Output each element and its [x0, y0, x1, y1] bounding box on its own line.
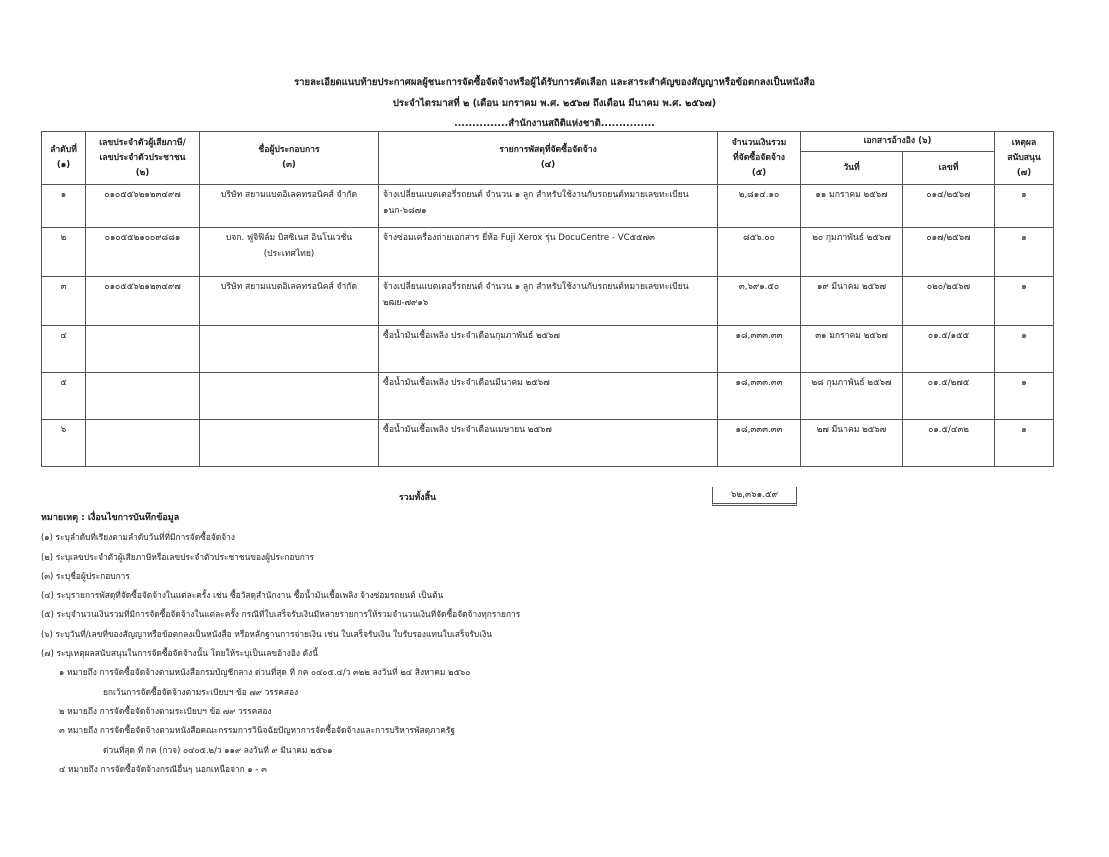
cell-ref-no: ๐๑.๕/๒๗๕ [903, 373, 995, 420]
reason-code-3-cont: ด่วนที่สุด ที่ กค (กวจ) ๐๔๐๕.๒/ว ๑๑๙ ลงวันที่ ๙ มีนาคม ๒๕๖๑ [103, 744, 333, 755]
document-subtitle: ประจำไตรมาสที่ ๒ (เดือน มกราคม พ.ศ. ๒๕๖๗ ถึงเดือน มีนาคม พ.ศ. ๒๕๖๗) [392, 98, 717, 109]
cell-item: ซื้อน้ำมันเชื้อเพลิง ประจำเดือนมีนาคม ๒๕๖๗ [379, 373, 718, 420]
table-row [42, 373, 1054, 420]
cell-reason: ๑ [995, 326, 1054, 373]
cell-ref-date: ๒๐ กุมภาพันธ์ ๒๕๖๗ [801, 228, 903, 277]
note-item: (๔) ระบุรายการพัสดุที่จัดซื้อจัดจ้างในแต่ละครั้ง เช่น ซื้อวัสดุสำนักงาน ซื้อน้ำมันเชื้อเพลิง จ้างซ่อมรถยนต์ เป็นต้น [41, 590, 444, 601]
header-reason: เหตุผลสนับสนุน (๗) [995, 132, 1054, 185]
agency-name: ...............สำนักงานสถิติแห่งชาติ............... [454, 118, 655, 129]
cell-no: ๖ [42, 420, 86, 467]
cell-vendor [200, 373, 379, 420]
reason-code-1-cont: ยกเว้นการจัดซื้อจัดจ้างตามระเบียบฯ ข้อ ๗๙ วรรคสอง [103, 686, 299, 697]
cell-reason: ๑ [995, 228, 1054, 277]
cell-ref-date: ๑๙ มีนาคม ๒๕๖๗ [801, 277, 903, 326]
cell-amount: ๒,๘๑๔.๑๐ [718, 185, 801, 228]
total-label: รวมทั้งสิ้น [399, 493, 436, 503]
header-ref-no: เลขที่ [903, 152, 995, 185]
cell-vendor: บริษัท สยามแบตอิเลคทรอนิคส์ จำกัด [200, 277, 379, 326]
cell-taxid: ๐๑๐๕๕๖๒๑๒๓๔๙๗ [86, 185, 200, 228]
table-row [42, 185, 1054, 228]
cell-item: ซื้อน้ำมันเชื้อเพลิง ประจำเดือนเมษายน ๒๕๖๗ [379, 420, 718, 467]
header-no: ลำดับที่ (๑) [42, 132, 86, 185]
cell-amount: ๑๘,๓๓๓.๓๓ [718, 373, 801, 420]
cell-taxid [86, 373, 200, 420]
notes-heading: หมายเหตุ : เงื่อนไขการบันทึกข้อมูล [41, 513, 180, 523]
cell-reason: ๑ [995, 277, 1054, 326]
header-amount: จำนวนเงินรวม ที่จัดซื้อจัดจ้าง (๕) [718, 132, 801, 185]
cell-ref-no: ๐๑.๕/๑๕๕ [903, 326, 995, 373]
cell-item: ซื้อน้ำมันเชื้อเพลิง ประจำเดือนกุมภาพันธ์ ๒๕๖๗ [379, 326, 718, 373]
note-item: (๗) ระบุเหตุผลสนับสนุนในการจัดซื้อจัดจ้างนั้น โดยให้ระบุเป็นเลขอ้างอิง ดังนี้ [41, 648, 318, 659]
cell-amount: ๑๘,๓๓๓.๓๓ [718, 326, 801, 373]
cell-amount: ๓,๖๙๑.๕๐ [718, 277, 801, 326]
note-item: (๕) ระบุจำนวนเงินรวมที่มีการจัดซื้อจัดจ้างในแต่ละครั้ง กรณีที่ใบเสร็จรับเงินมีหลายรายการให้รวมจำนวนเงินที่จัดซื้อจัดจ้างทุกรายการ [41, 609, 521, 620]
header-vendor: ชื่อผู้ประกอบการ (๓) [200, 132, 379, 185]
note-item: (๓) ระบุชื่อผู้ประกอบการ [41, 570, 130, 581]
notes-section [41, 509, 520, 779]
cell-taxid [86, 420, 200, 467]
cell-no: ๕ [42, 373, 86, 420]
cell-taxid: ๐๑๐๕๕๖๒๑๒๓๔๙๗ [86, 277, 200, 326]
reason-code-3: ๓ หมายถึง การจัดซื้อจัดจ้างตามหนังสือคณะกรรมการวินิจฉัยปัญหาการจัดซื้อจัดจ้างและการบริหารพัสดุภาครัฐ [59, 725, 455, 736]
header-item: รายการพัสดุที่จัดซื้อจัดจ้าง (๔) [379, 132, 718, 185]
cell-ref-no: ๐๑๗/๒๕๖๗ [903, 228, 995, 277]
cell-ref-no: ๐๑.๕/๔๓๒ [903, 420, 995, 467]
cell-ref-date: ๒๘ กุมภาพันธ์ ๒๕๖๗ [801, 373, 903, 420]
note-item: (๖) ระบุวันที่/เลขที่ของสัญญาหรือข้อตกลงเป็นหนังสือ หรือหลักฐานการจ่ายเงิน เช่น ใบเสร็จรับเงิน ใบรับรองแทนใบเสร็จรับเงิน [41, 628, 492, 639]
cell-taxid: ๐๑๐๕๕๒๑๐๐๙๘๘๑ [86, 228, 200, 277]
cell-vendor [200, 326, 379, 373]
cell-ref-no: ๐๒๐/๒๕๖๗ [903, 277, 995, 326]
document-title: รายละเอียดแนบท้ายประกาศผลผู้ชนะการจัดซื้อจัดจ้างหรือผู้ได้รับการคัดเลือก และสาระสำคัญของสัญญาหรือข้อตกลงเป็นหนังสือ [294, 77, 815, 88]
cell-taxid [86, 326, 200, 373]
cell-item: จ้างเปลี่ยนแบตเตอรี่รถยนต์ จำนวน ๑ ลูก สำหรับใช้งานกับรถยนต์หมายเลขทะเบียน ๒ฒย-๗๙๑๖ [379, 277, 718, 326]
reason-code-1: ๑ หมายถึง การจัดซื้อจัดจ้างตามหนังสือกรมบัญชีกลาง ด่วนที่สุด ที่ กค ๐๔๐๕.๔/ว ๓๒๒ ลงวันที่ ๒๔ สิงหาคม ๒๕๖๐ [59, 667, 471, 678]
note-item: (๒) ระบุเลขประจำตัวผู้เสียภาษีหรือเลขประจำตัวประชาชนของผู้ประกอบการ [41, 551, 315, 562]
cell-amount: ๘๕๖.๐๐ [718, 228, 801, 277]
cell-vendor [200, 420, 379, 467]
table-row [42, 228, 1054, 277]
cell-vendor: บริษัท สยามแบตอิเลคทรอนิคส์ จำกัด [200, 185, 379, 228]
cell-no: ๑ [42, 185, 86, 228]
cell-ref-date: ๒๗ มีนาคม ๒๕๖๗ [801, 420, 903, 467]
reason-code-4: ๔ หมายถึง การจัดซื้อจัดจ้างกรณีอื่นๆ นอกเหนือจาก ๑ - ๓ [59, 763, 267, 774]
header-ref-date: วันที่ [801, 152, 903, 185]
total-value: ๖๒,๓๖๑.๕๙ [712, 487, 797, 506]
table-row [42, 420, 1054, 467]
cell-no: ๒ [42, 228, 86, 277]
cell-vendor: บจก. ฟูจิฟิล์ม บิสซิเนส อินโนเวชั่น (ประเทศไทย) [200, 228, 379, 277]
cell-ref-date: ๑๑ มกราคม ๒๕๖๗ [801, 185, 903, 228]
cell-reason: ๑ [995, 185, 1054, 228]
note-item: (๑) ระบุลำดับที่เรียงตามลำดับวันที่ที่มีการจัดซื้อจัดจ้าง [41, 532, 235, 543]
cell-amount: ๑๘,๓๓๓.๓๓ [718, 420, 801, 467]
cell-ref-no: ๐๑๔/๒๕๖๗ [903, 185, 995, 228]
reason-code-2: ๒ หมายถึง การจัดซื้อจัดจ้างตามระเบียบฯ ข้อ ๗๙ วรรคสอง [59, 705, 272, 716]
cell-reason: ๑ [995, 420, 1054, 467]
header-taxid: เลขประจำตัวผู้เสียภาษี/ เลขประจำตัวประชาชน (๒) [86, 132, 200, 185]
cell-ref-date: ๓๑ มกราคม ๒๕๖๗ [801, 326, 903, 373]
cell-item: จ้างซ่อมเครื่องถ่ายเอกสาร ยี่ห้อ Fuji Xerox รุ่น DocuCentre - VC๕๕๗๓ [379, 228, 718, 277]
procurement-table [41, 131, 1054, 467]
cell-no: ๓ [42, 277, 86, 326]
cell-no: ๔ [42, 326, 86, 373]
table-row [42, 277, 1054, 326]
table-row [42, 326, 1054, 373]
cell-item: จ้างเปลี่ยนแบตเตอรี่รถยนต์ จำนวน ๑ ลูก สำหรับใช้งานกับรถยนต์หมายเลขทะเบียน ๑นก-๖๘๗๑ [379, 185, 718, 228]
header-reference: เอกสารอ้างอิง (๖) [801, 132, 995, 152]
cell-reason: ๑ [995, 373, 1054, 420]
